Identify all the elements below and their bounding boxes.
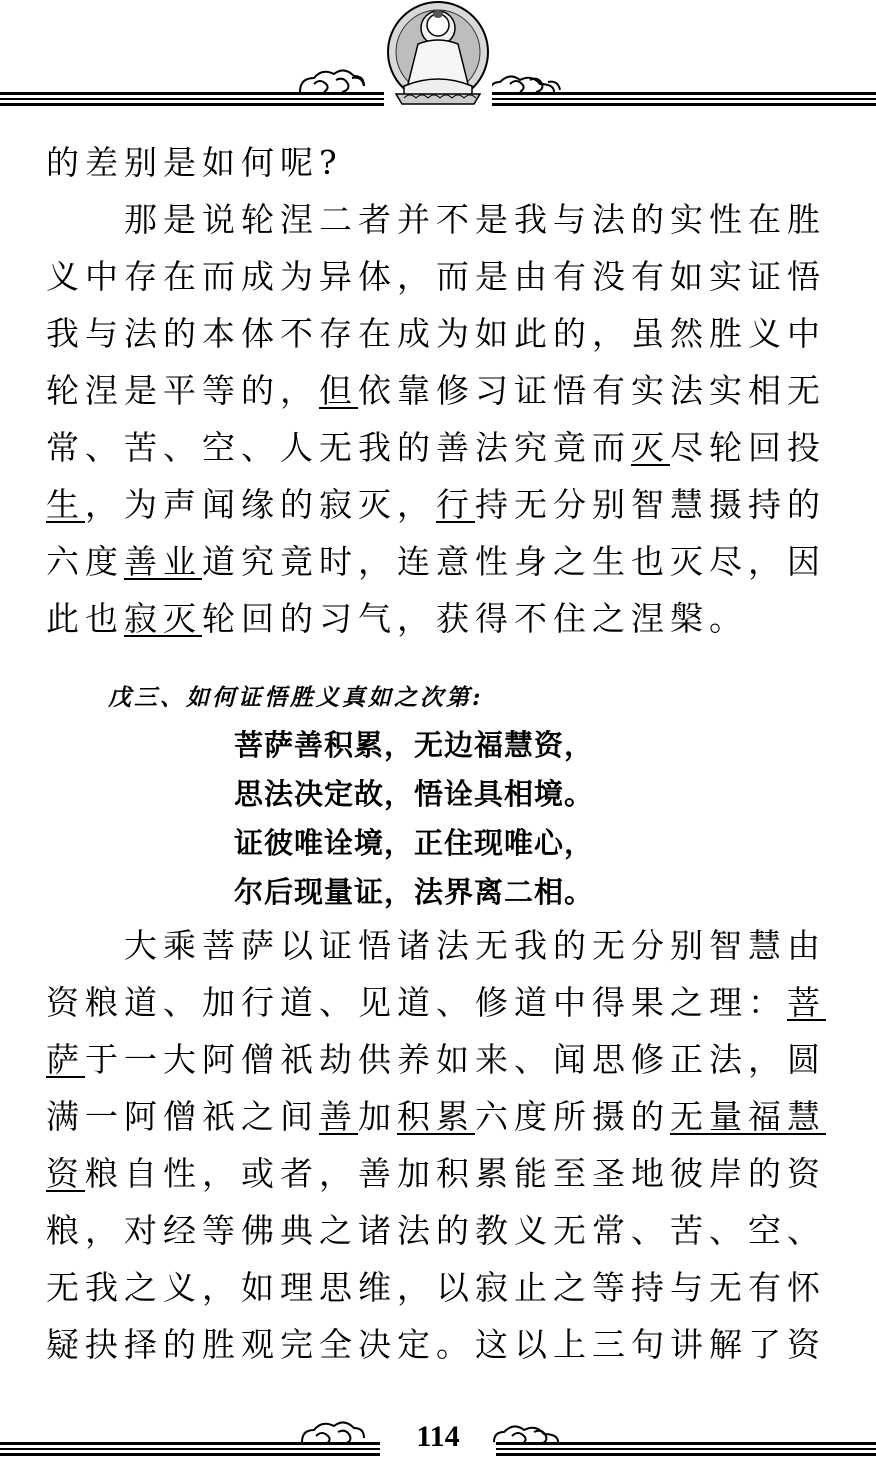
text-segment: 的差别是如何呢? [46,143,343,182]
underlined-text: 无量福慧 [670,1097,826,1136]
text-segment: 义中存在而成为异体，而是由有没有如实证悟 [46,257,826,296]
underlined-text: 生 [46,485,85,524]
footer-cloud-left-icon [302,1422,364,1444]
text-line [46,362,836,419]
cloud-scroll-left-icon [300,70,364,92]
verse-block [46,721,836,917]
text-line [46,419,836,476]
underlined-text: 善业 [124,542,202,581]
text-segment: 粮，对经等佛典之诸法的教义无常、苦、空、 [46,1211,826,1250]
text-segment: 于一大阿僧祇劫供养如来、闻思修正法，圆 [85,1040,826,1079]
verse-line: 尔后现量证，法界离二相。 [234,875,595,909]
text-segment: 尽轮回投 [670,428,826,467]
underlined-text: 积累 [397,1097,475,1136]
text-segment: 六度所摄的 [475,1097,670,1136]
text-line [46,1202,836,1259]
page-number: 114 [416,1420,460,1453]
text-line [46,1259,836,1316]
text-segment: 满一阿僧祇之间 [46,1097,319,1136]
text-line [46,533,836,590]
text-line [46,1088,836,1145]
underlined-text: 寂灭 [124,599,202,638]
text-line [46,917,836,974]
verse-line: 菩萨善积累，无边福慧资， [234,728,595,762]
text-segment: 加 [358,1097,397,1136]
text-line [46,248,836,305]
text-line [46,476,836,533]
text-segment: 六度 [46,542,124,581]
text-segment: 大乘菩萨以证悟诸法无我的无分别智慧由 [124,926,826,965]
text-segment: 资粮道、加行道、见道、修道中得果之理： [46,983,787,1022]
underlined-text: 行 [436,485,475,524]
text-segment: 轮回的习气，获得不住之涅槃。 [202,599,748,638]
footer-cloud-right-icon [494,1426,558,1444]
page-content [46,134,836,1373]
text-line [46,1145,836,1202]
text-segment: 常、苦、空、人无我的善法究竟而 [46,428,631,467]
text-segment: 依靠修习证悟有实法实相无 [358,371,826,410]
text-line [46,974,836,1031]
underlined-text: 善 [319,1097,358,1136]
text-segment: 此也 [46,599,124,638]
text-line [46,134,836,191]
text-line [46,1316,836,1373]
verse-line: 证彼唯诠境，正住现唯心， [234,826,595,860]
text-line [46,191,836,248]
underlined-text: 菩 [787,983,826,1022]
body-paragraph-1 [46,134,836,647]
underlined-text: 但 [319,371,358,410]
verse-line: 思法决定故，悟诠具相境。 [234,777,595,811]
body-paragraph-2 [46,917,836,1373]
text-line [46,1031,836,1088]
text-segment: 轮涅是平等的， [46,371,319,410]
section-heading: 戊三、如何证悟胜义真如之次第: [108,684,484,711]
cloud-scroll-right-icon [490,76,560,92]
text-line [46,305,836,362]
underlined-text: 资 [46,1154,85,1193]
header-ornament [0,0,876,120]
text-segment: ，为声闻缘的寂灭， [85,485,436,524]
text-segment: 疑抉择的胜观完全决定。这以上三句讲解了资 [46,1325,826,1364]
text-segment: 我与法的本体不存在成为如此的，虽然胜义中 [46,314,826,353]
underlined-text: 灭 [631,428,670,467]
text-segment: 无我之义，如理思维，以寂止之等持与无有怀 [46,1268,826,1307]
text-segment: 那是说轮涅二者并不是我与法的实性在胜 [124,200,826,239]
buddha-icon [384,2,492,110]
text-line [46,590,836,647]
text-segment: 持无分别智慧摄持的 [475,485,826,524]
underlined-text: 萨 [46,1040,85,1079]
text-segment: 粮自性，或者，善加积累能至圣地彼岸的资 [85,1154,826,1193]
text-segment: 道究竟时，连意性身之生也灭尽，因 [202,542,826,581]
